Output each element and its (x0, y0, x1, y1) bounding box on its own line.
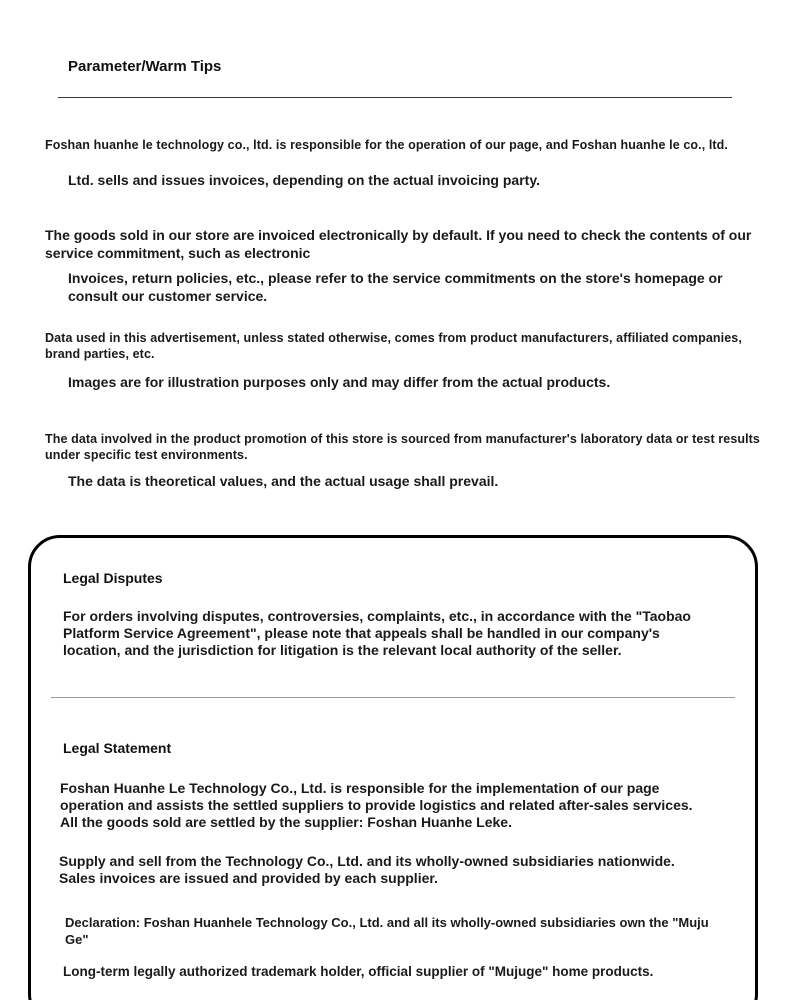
legal-divider (51, 697, 735, 698)
images-disclaimer-line: Images are for illustration purposes only and may differ from the actual products. (68, 374, 611, 391)
legal-statement-heading: Legal Statement (63, 739, 172, 756)
legal-box (28, 535, 758, 1000)
ad-data-source-line: Data used in this advertisement, unless stated otherwise, comes from product manufacturers, affiliated companies, brand parties, etc. (45, 331, 742, 361)
e-invoice-detail-line: Invoices, return policies, etc., please refer to the service commitments on the store's homepage or consult our customer service. (68, 270, 723, 304)
promo-data-line: The data involved in the product promotion of this store is sourced from manufacturer's laboratory data or test results under specific test environments. (45, 431, 760, 462)
declaration-line: Declaration: Foshan Huanhele Technology Co., Ltd. and all its wholly-owned subsidiaries own the "Muju Ge" (65, 915, 709, 947)
tips-heading: Parameter/Warm Tips (68, 58, 222, 75)
operator-line: Foshan huanhe le technology co., ltd. is responsible for the operation of our page, and Foshan huanhe le co., ltd. (45, 138, 728, 152)
legal-disputes-body: For orders involving disputes, controversies, complaints, etc., in accordance with the "Taobao Platform Service Agreement", please note that appeals shall be handled in our company's location, and the jurisdiction for litigation is the relevant local authority of the seller. (63, 607, 691, 658)
legal-statement-paragraph-2: Supply and sell from the Technology Co., Ltd. and its wholly-owned subsidiaries nationwide. Sales invoices are issued and provided by each supplier. (59, 853, 675, 887)
warm-tips-section (0, 0, 790, 491)
heading-divider (58, 97, 732, 98)
legal-disputes-heading: Legal Disputes (63, 569, 163, 586)
invoice-line: Ltd. sells and issues invoices, depending on the actual invoicing party. (68, 171, 540, 188)
theoretical-values-line: The data is theoretical values, and the actual usage shall prevail. (68, 473, 499, 490)
trademark-line: Long-term legally authorized trademark holder, official supplier of "Mujuge" home products. (63, 963, 654, 979)
legal-statement-paragraph-1: Foshan Huanhe Le Technology Co., Ltd. is responsible for the implementation of our page operation and assists the settled suppliers to provide logistics and related after-sales services. All the goods sold are settled by the supplier: Foshan Huanhe Leke. (60, 779, 693, 831)
e-invoice-line: The goods sold in our store are invoiced electronically by default. If you need to check the contents of our service commitment, such as electronic (45, 227, 752, 261)
